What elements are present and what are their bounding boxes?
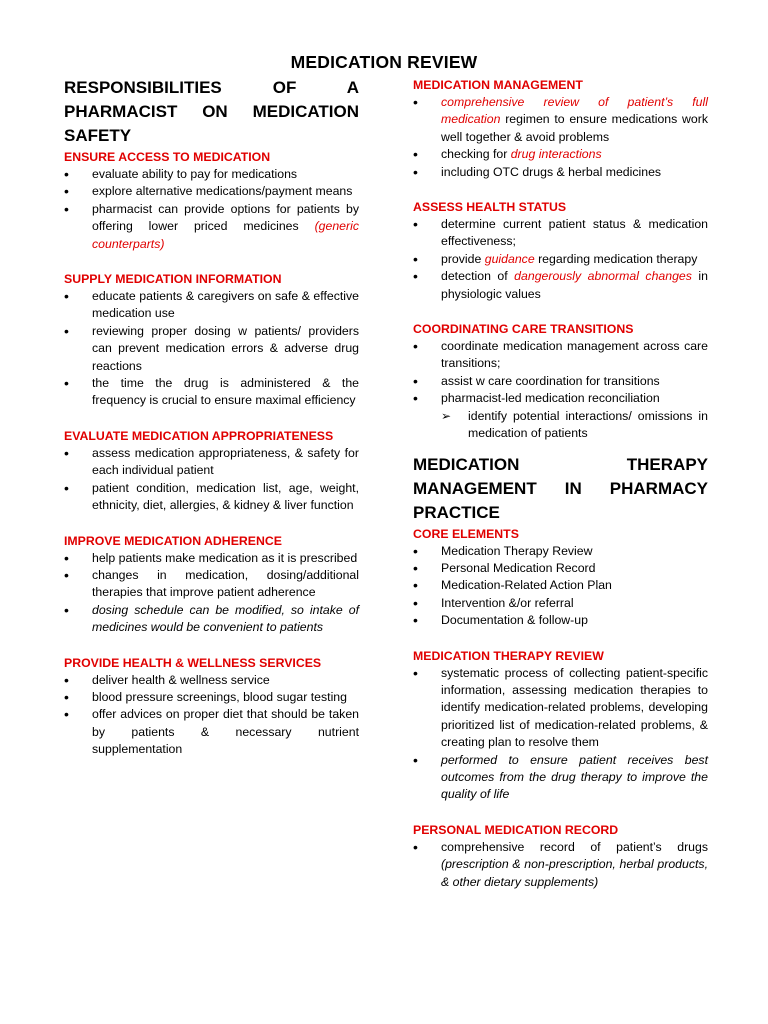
item-text: in physiologic values bbox=[441, 269, 708, 301]
item-text: pharmacist can provide options for patients by offering lower priced medicines bbox=[92, 201, 359, 234]
item-text: checking for bbox=[441, 147, 511, 162]
list-item bbox=[64, 445, 359, 480]
medication-management-list bbox=[413, 94, 708, 181]
item-text: explore alternative medications/payment means bbox=[92, 184, 353, 199]
responsibilities-heading: RESPONSIBILITIES OF A PHARMACIST ON MEDICATION SAFETY bbox=[64, 78, 359, 145]
section-title: ENSURE ACCESS TO MEDICATION bbox=[64, 150, 271, 164]
section-title-care-transitions: COORDINATING CARE TRANSITIONS bbox=[413, 322, 634, 337]
section-title-personal-medication-record: PERSONAL MEDICATION RECORD bbox=[413, 822, 619, 837]
item-text: reviewing proper dosing w patients/ providers can prevent medication errors & adverse drug reactions bbox=[92, 323, 359, 373]
list-item bbox=[413, 216, 708, 251]
list-item bbox=[64, 375, 359, 410]
care-transitions-sublist bbox=[413, 408, 708, 443]
section-title-core-elements: CORE ELEMENTS bbox=[413, 526, 519, 541]
italic-text: (prescription & non-prescription, herbal products, & other dietary supplements) bbox=[441, 857, 708, 889]
emphasis-text: drug interactions bbox=[510, 147, 602, 162]
list-item bbox=[413, 268, 708, 303]
italic-text: dosing schedule can be modified, so intake of medicines would be convenient to patients bbox=[92, 602, 359, 635]
document-title: MEDICATION REVIEW bbox=[290, 52, 478, 72]
list-item bbox=[413, 665, 708, 752]
italic-text: performed to ensure patient receives best outcomes from the drug therapy to improve the quality of life bbox=[441, 752, 708, 802]
list-item bbox=[413, 164, 708, 181]
left-column bbox=[64, 76, 359, 759]
list-item bbox=[64, 288, 359, 323]
section-title-medication-therapy-review: MEDICATION THERAPY REVIEW bbox=[413, 648, 604, 663]
list-item bbox=[64, 166, 359, 183]
item-text: assess medication appropriateness, & safety for each individual patient bbox=[92, 445, 359, 478]
list-item bbox=[413, 146, 708, 163]
item-text: regimen to ensure medications work well together & avoid problems bbox=[441, 112, 708, 144]
list-item: • Medication Therapy Review bbox=[413, 543, 708, 560]
section-title: PROVIDE HEALTH & WELLNESS SERVICES bbox=[64, 655, 322, 670]
list-item bbox=[64, 323, 359, 375]
section-list bbox=[64, 672, 359, 759]
list-item bbox=[64, 689, 359, 706]
assess-health-list bbox=[413, 216, 708, 303]
list-item bbox=[413, 373, 708, 390]
therapy-review-list bbox=[413, 665, 708, 804]
list-item bbox=[413, 251, 708, 268]
list-item bbox=[64, 480, 359, 515]
item-text: help patients make medication as it is prescribed bbox=[92, 550, 358, 565]
section-list bbox=[64, 445, 359, 515]
list-item: • Documentation & follow-up bbox=[413, 612, 708, 629]
item-text: comprehensive record of patient’s drugs bbox=[441, 839, 708, 854]
item-text: detection of bbox=[441, 269, 515, 284]
list-item bbox=[64, 706, 359, 758]
section-list bbox=[64, 550, 359, 637]
list-item bbox=[64, 550, 359, 567]
emphasis-text: guidance bbox=[484, 251, 535, 266]
list-item bbox=[64, 201, 359, 253]
left-sections bbox=[64, 148, 359, 759]
item-text: systematic process of collecting patient-specific information, assessing medication therapies to identify medication-related problems, developing prioritized list of medication-related problems, & creating plan to resolve them bbox=[441, 665, 708, 750]
item-text: patient condition, medication list, age, weight, ethnicity, diet, allergies, & kidney & liver function bbox=[92, 480, 359, 513]
item-text: identify potential interactions/ omissions in medication of patients bbox=[468, 408, 708, 441]
sub-list-item bbox=[441, 408, 708, 443]
care-transitions-list bbox=[413, 338, 708, 408]
item-text: regarding medication therapy bbox=[534, 251, 698, 266]
section-list bbox=[64, 166, 359, 253]
emphasis-text: dangerously abnormal changes bbox=[514, 269, 692, 284]
list-item bbox=[413, 752, 708, 804]
list-item bbox=[413, 390, 708, 407]
item-text: changes in medication, dosing/additional therapies that improve patient adherence bbox=[92, 567, 359, 600]
item-text: pharmacist-led medication reconciliation bbox=[441, 391, 660, 406]
right-column bbox=[413, 76, 708, 891]
section-title-assess-health-status: ASSESS HEALTH STATUS bbox=[413, 200, 567, 215]
section-title-medication-management: MEDICATION MANAGEMENT bbox=[413, 78, 583, 92]
section-list bbox=[64, 288, 359, 410]
item-text: offer advices on proper diet that should be taken by patients & necessary nutrient supplementation bbox=[92, 707, 359, 757]
list-item bbox=[64, 567, 359, 602]
emphasis-text: comprehensive review of patient’s full medication bbox=[441, 95, 708, 127]
list-item bbox=[413, 338, 708, 373]
item-text: coordinate medication management across care transitions; bbox=[441, 339, 708, 371]
list-item: • Medication-Related Action Plan bbox=[413, 577, 708, 594]
emphasis-text: (generic counterparts) bbox=[92, 219, 359, 251]
item-text: including OTC drugs & herbal medicines bbox=[441, 164, 662, 179]
mtm-heading: MEDICATION THERAPY MANAGEMENT IN PHARMACY PRACTICE bbox=[413, 454, 708, 522]
list-item: • Intervention &/or referral bbox=[413, 595, 708, 612]
item-text: evaluate ability to pay for medications bbox=[92, 167, 298, 181]
section-title: SUPPLY MEDICATION INFORMATION bbox=[64, 272, 282, 287]
section-title: EVALUATE MEDICATION APPROPRIATENESS bbox=[64, 428, 334, 443]
list-item: • Personal Medication Record bbox=[413, 560, 708, 577]
item-text: educate patients & caregivers on safe & effective medication use bbox=[92, 289, 359, 321]
item-text: provide bbox=[441, 251, 485, 266]
item-text: the time the drug is administered & the frequency is crucial to ensure maximal efficiency bbox=[92, 376, 359, 408]
list-item bbox=[413, 94, 708, 146]
item-text: blood pressure screenings, blood sugar testing bbox=[92, 689, 347, 704]
item-text: deliver health & wellness service bbox=[92, 672, 270, 687]
list-item bbox=[64, 672, 359, 689]
item-text: assist w care coordination for transitions bbox=[441, 373, 660, 388]
list-item bbox=[413, 839, 708, 891]
item-text: determine current patient status & medication effectiveness; bbox=[441, 217, 708, 249]
list-item bbox=[64, 183, 359, 200]
core-elements-list bbox=[413, 543, 708, 630]
list-item bbox=[64, 602, 359, 637]
personal-record-list bbox=[413, 839, 708, 891]
section-title: IMPROVE MEDICATION ADHERENCE bbox=[64, 533, 282, 548]
